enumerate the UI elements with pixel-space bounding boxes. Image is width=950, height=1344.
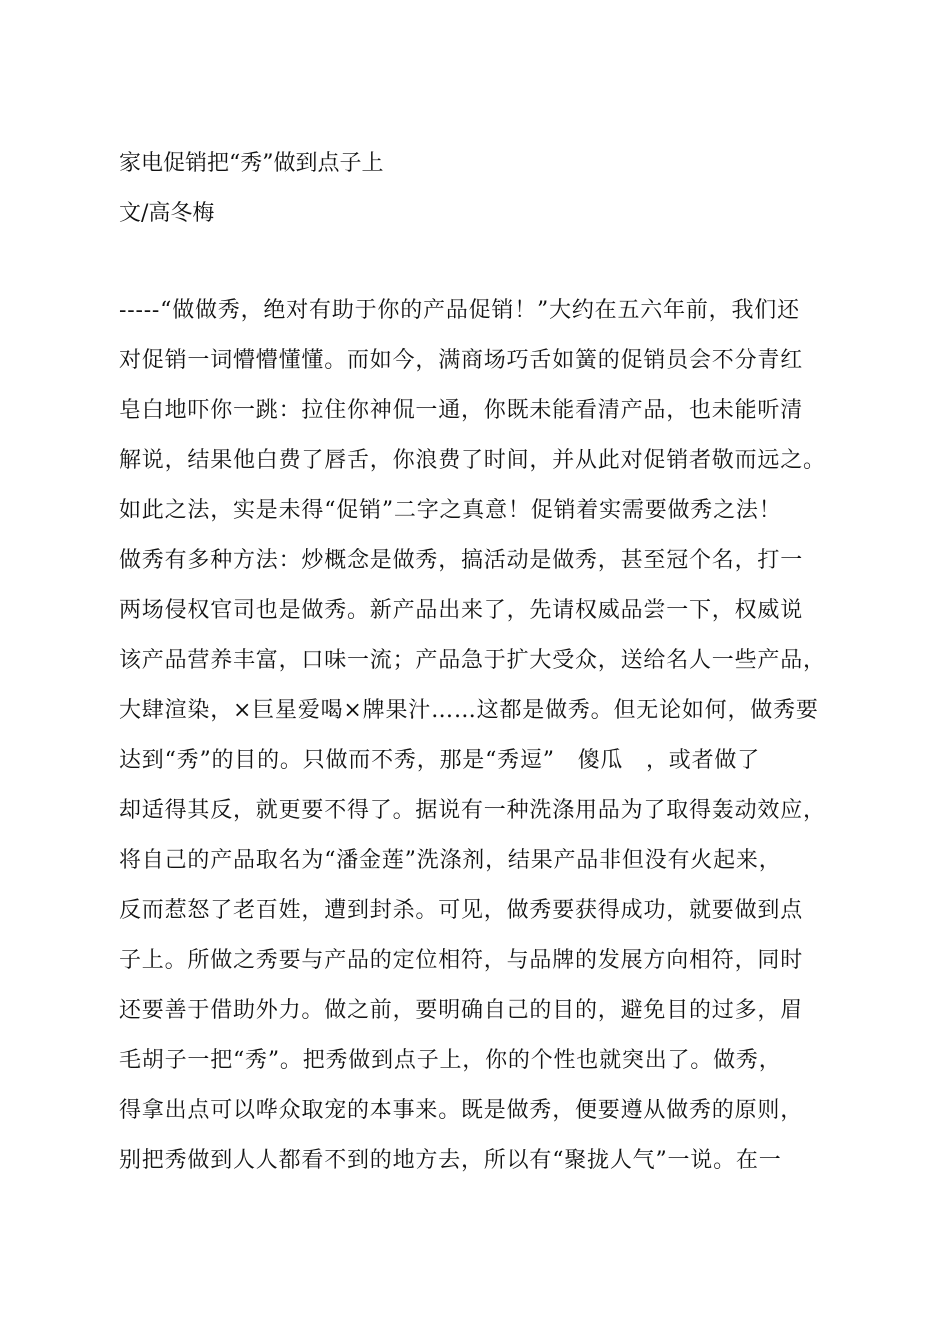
body-line: 该产品营养丰富，口味一流；产品急于扩大受众，送给名人一些产品， <box>119 648 826 673</box>
document-body <box>119 296 839 1196</box>
body-line: 如此之法，实是未得“促销”二字之真意！促销着实需要做秀之法！ <box>119 498 782 523</box>
body-line: 解说，结果他白费了唇舌，你浪费了时间，并从此对促销者敬而远之。 <box>119 448 826 473</box>
body-line: 还要善于借助外力。做之前，要明确自己的目的，避免目的过多，眉 <box>119 998 804 1023</box>
body-line: 却适得其反，就更要不得了。据说有一种洗涤用品为了取得轰动效应， <box>119 798 826 823</box>
body-line: 反而惹怒了老百姓，遭到封杀。可见，做秀要获得成功，就要做到点 <box>119 898 804 923</box>
body-line: 毛胡子一把“秀”。把秀做到点子上，你的个性也就突出了。做秀， <box>119 1048 782 1073</box>
body-line: -----“做做秀，绝对有助于你的产品促销！”大约在五六年前，我们还 <box>119 298 800 323</box>
body-line: 别把秀做到人人都看不到的地方去，所以有“聚拢人气”一说。在一 <box>119 1148 782 1173</box>
body-line: 皂白地吓你一跳：拉住你神侃一通，你既未能看清产品，也未能听清 <box>119 398 804 423</box>
body-line: 两场侵权官司也是做秀。新产品出来了，先请权威品尝一下，权威说 <box>119 598 804 623</box>
body-line: 对促销一词懵懵懂懂。而如今，满商场巧舌如簧的促销员会不分青红 <box>119 348 804 373</box>
body-line: 大肆渲染，×巨星爱喝×牌果汁……这都是做秀。但无论如何，做秀要 <box>119 698 819 723</box>
body-line: 得拿出点可以哗众取宠的本事来。既是做秀，便要遵从做秀的原则， <box>119 1098 804 1123</box>
document-author: 文/高冬梅 <box>119 201 215 226</box>
body-line: 将自己的产品取名为“潘金莲”洗涤剂，结果产品非但没有火起来， <box>119 848 782 873</box>
document-title: 家电促销把“秀”做到点子上 <box>119 151 384 176</box>
body-line: 达到“秀”的目的。只做而不秀，那是“秀逗” 傻瓜 ，或者做了 <box>119 748 760 773</box>
body-line: 做秀有多种方法：炒概念是做秀，搞活动是做秀，甚至冠个名，打一 <box>119 548 804 573</box>
body-line: 子上。所做之秀要与产品的定位相符，与品牌的发展方向相符，同时 <box>119 948 804 973</box>
